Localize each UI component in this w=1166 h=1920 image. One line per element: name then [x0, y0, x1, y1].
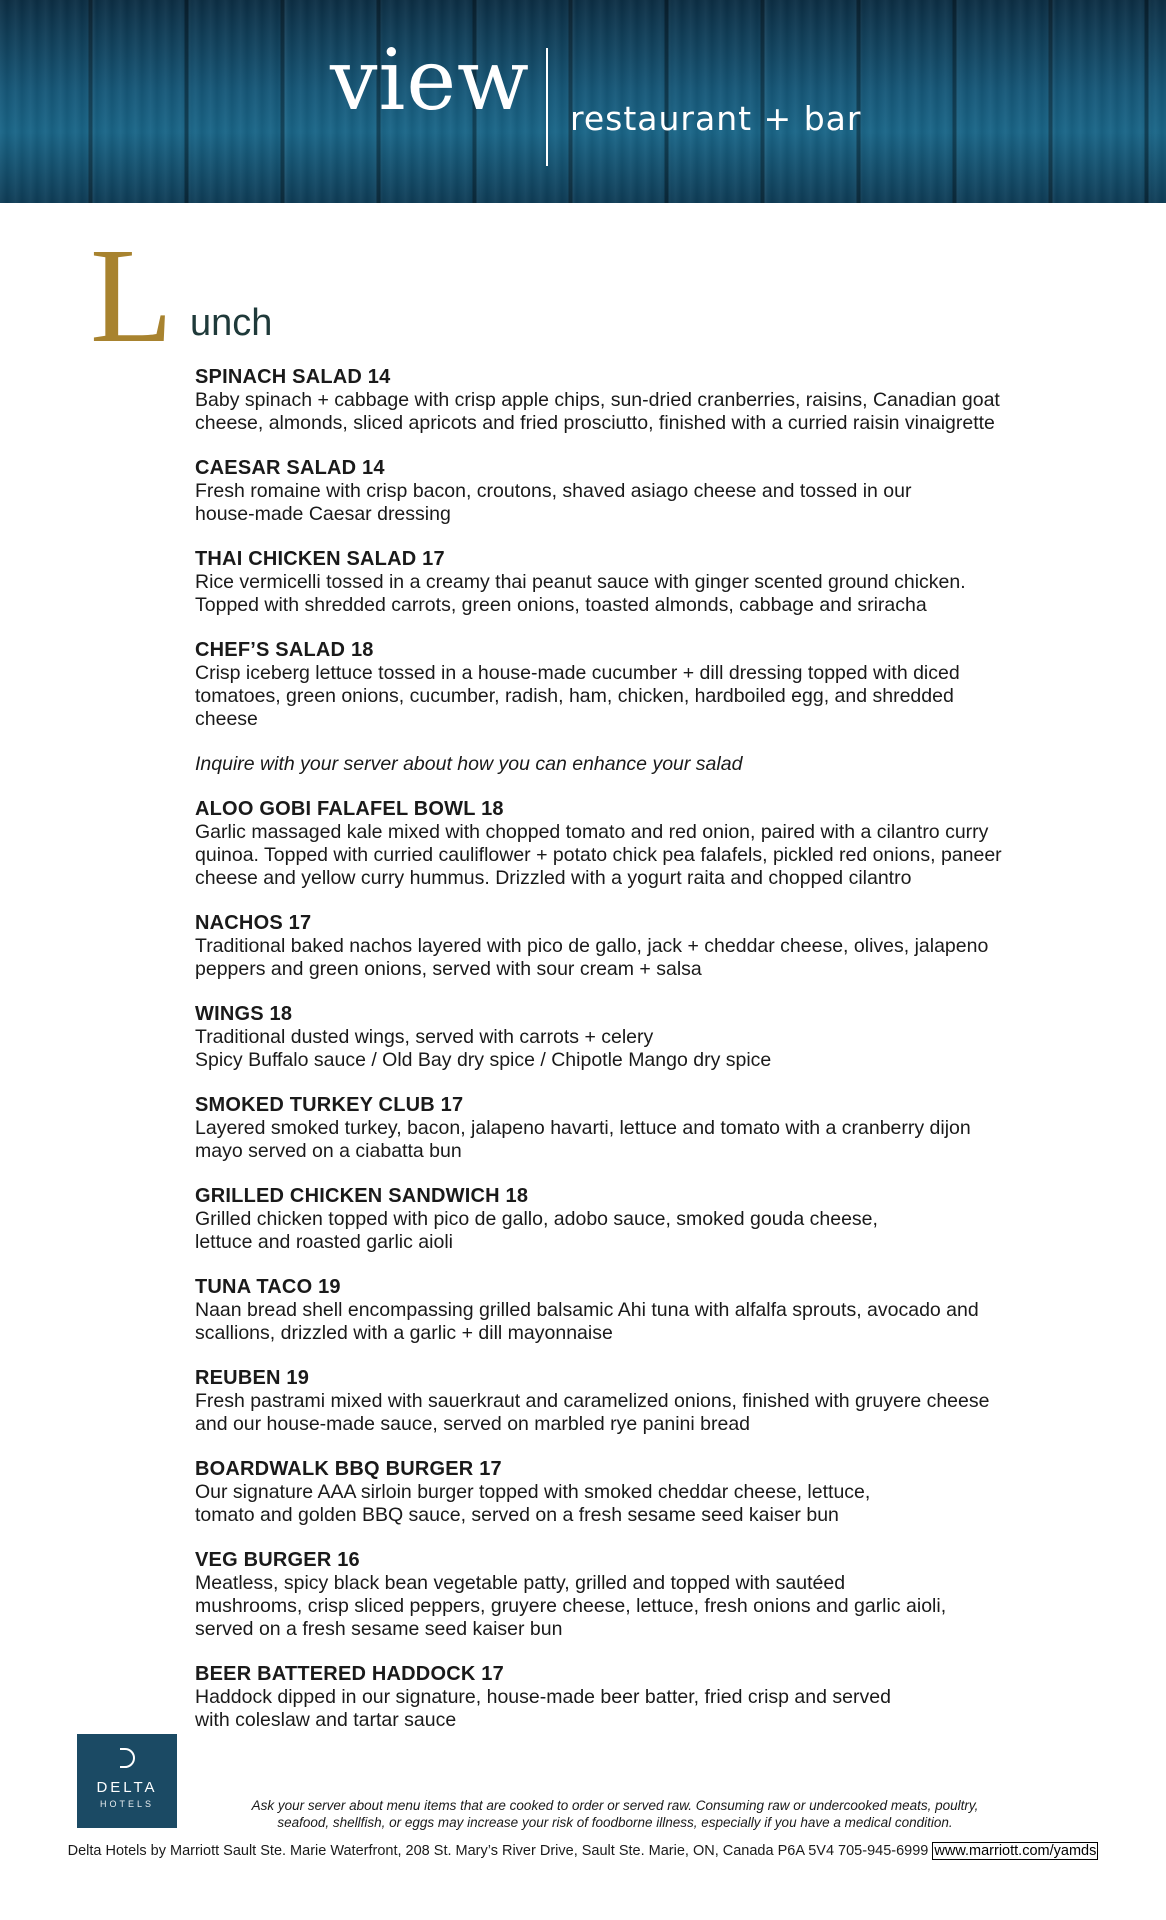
- menu-item: [195, 1003, 1095, 1072]
- menu-item-description: Crisp iceberg lettuce tossed in a house-made cucumber + dill dressing topped with diced tomatoes, green onions, cucumber, radish, ham, chicken, hardboiled egg, and shredded cheese: [195, 662, 960, 730]
- menu-item-description: Layered smoked turkey, bacon, jalapeno havarti, lettuce and tomato with a cranberry dijon mayo served on a ciabatta bun: [195, 1117, 971, 1162]
- brand-name: DELTA: [96, 1779, 158, 1796]
- menu-item-name: REUBEN 19: [195, 1367, 310, 1389]
- menu-item: [195, 1663, 1095, 1732]
- delta-d-icon: [115, 1748, 137, 1768]
- menu-item-name: VEG BURGER 16: [195, 1549, 360, 1571]
- menu-item-description: Haddock dipped in our signature, house-made beer batter, fried crisp and served with coleslaw and tartar sauce: [195, 1686, 891, 1731]
- menu-item-description: Rice vermicelli tossed in a creamy thai peanut sauce with ginger scented ground chicken. Topped with shredded carrots, green onions, toasted almonds, cabbage and sriracha: [195, 571, 966, 616]
- logo-divider: [546, 48, 548, 166]
- menu-item: [195, 1458, 1095, 1527]
- menu-item: [195, 548, 1095, 617]
- brand-hotels: HOTELS: [99, 1799, 154, 1809]
- menu-item-name: GRILLED CHICKEN SANDWICH 18: [195, 1185, 529, 1207]
- salad-note: Inquire with your server about how you can enhance your salad: [195, 753, 743, 775]
- menu-item-description: Fresh romaine with crisp bacon, croutons, shaved asiago cheese and tossed in our house-made Caesar dressing: [195, 480, 912, 525]
- menu-item-name: CHEF’S SALAD 18: [195, 639, 374, 661]
- menu-item-name: TUNA TACO 19: [195, 1276, 341, 1298]
- menu-item-name: SMOKED TURKEY CLUB 17: [195, 1094, 464, 1116]
- menu-item: [195, 457, 1095, 526]
- menu-item-description: Garlic massaged kale mixed with chopped tomato and red onion, paired with a cilantro curry quinoa. Topped with curried cauliflower + potato chick pea falafels, pickled red onions, paneer cheese and yellow curry hummus. Drizzled with a yogurt raita and chopped cilantro: [195, 821, 1002, 889]
- website-link[interactable]: www.marriott.com/yamds: [934, 1843, 1097, 1859]
- menu-item: [195, 1094, 1095, 1163]
- menu-item: [195, 1549, 1095, 1641]
- menu-item-name: BOARDWALK BBQ BURGER 17: [195, 1458, 502, 1480]
- menu-item-description: Naan bread shell encompassing grilled balsamic Ahi tuna with alfalfa sprouts, avocado and scallions, drizzled with a garlic + dill mayonnaise: [195, 1299, 979, 1344]
- logo-subtitle: restaurant + bar: [570, 99, 862, 138]
- menu-item-description: Baby spinach + cabbage with crisp apple chips, sun-dried cranberries, raisins, Canadian goat cheese, almonds, sliced apricots and fried prosciutto, finished with a curried raisin vinaigrette: [195, 389, 1000, 434]
- title-initial: L: [90, 221, 174, 371]
- menu-item-description: Traditional baked nachos layered with pico de gallo, jack + cheddar cheese, olives, jalapeno peppers and green onions, served with sour cream + salsa: [195, 935, 989, 980]
- menu-item-description: Grilled chicken topped with pico de gallo, adobo sauce, smoked gouda cheese, lettuce and roasted garlic aioli: [195, 1208, 878, 1253]
- menu-item-description: Our signature AAA sirloin burger topped with smoked cheddar cheese, lettuce, tomato and golden BBQ sauce, served on a fresh sesame seed kaiser bun: [195, 1481, 871, 1526]
- menu-item-name: THAI CHICKEN SALAD 17: [195, 548, 445, 570]
- page-title: unch: [190, 302, 273, 344]
- delta-hotels-logo: [77, 1734, 177, 1828]
- menu-item-name: NACHOS 17: [195, 912, 312, 934]
- menu-item-name: SPINACH SALAD 14: [195, 366, 391, 388]
- food-safety-disclaimer: Ask your server about menu items that are cooked to order or served raw. Consuming raw or undercooked meats, poultry, seafood, shellfish, or eggs may increase your risk of foodborne illness, especially if you have a medical condition.: [251, 1798, 979, 1830]
- footer-address: Delta Hotels by Marriott Sault Ste. Marie Waterfront, 208 St. Mary’s River Drive, Sault Ste. Marie, ON, Canada P6A 5V4 705-945-6999: [67, 1843, 933, 1859]
- menu-item-description: Fresh pastrami mixed with sauerkraut and caramelized onions, finished with gruyere cheese and our house-made sauce, served on marbled rye panini bread: [195, 1390, 990, 1435]
- menu-item-name: WINGS 18: [195, 1003, 293, 1025]
- footer: [0, 1842, 1166, 1860]
- menu-item: [195, 798, 1095, 890]
- logo-wordmark: view: [330, 31, 530, 129]
- menu-item: [195, 912, 1095, 981]
- menu-item: [195, 1367, 1095, 1436]
- menu-item-description: Meatless, spicy black bean vegetable patty, grilled and topped with sautéed mushrooms, crisp sliced peppers, gruyere cheese, lettuce, fresh onions and garlic aioli, served on a fresh sesame seed kaiser bun: [195, 1572, 947, 1640]
- menu-item: [195, 366, 1095, 435]
- menu-item-name: CAESAR SALAD 14: [195, 457, 385, 479]
- menu-item: [195, 1185, 1095, 1254]
- menu-item-name: BEER BATTERED HADDOCK 17: [195, 1663, 504, 1685]
- header-banner: [0, 0, 1166, 203]
- menu-item-name: ALOO GOBI FALAFEL BOWL 18: [195, 798, 504, 820]
- menu-item: [195, 639, 1095, 731]
- menu-list: [195, 366, 1095, 1754]
- menu-item-description: Traditional dusted wings, served with carrots + celery Spicy Buffalo sauce / Old Bay dry spice / Chipotle Mango dry spice: [195, 1026, 772, 1071]
- menu-item: [195, 1276, 1095, 1345]
